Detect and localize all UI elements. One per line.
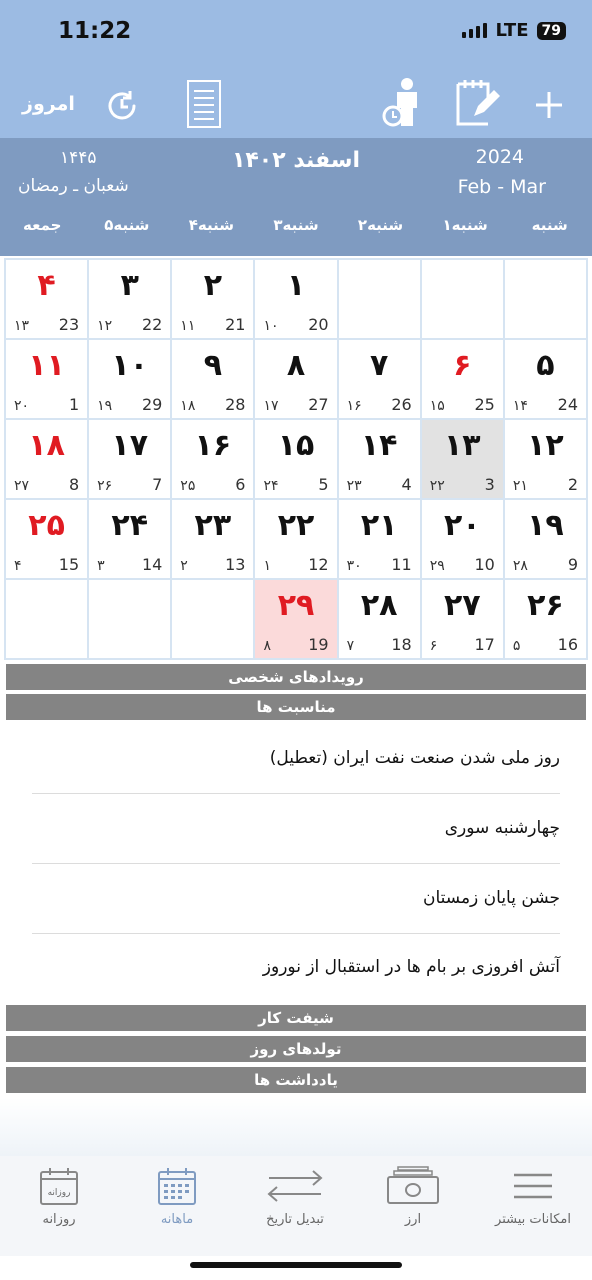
tab-label: امکانات بیشتر: [495, 1212, 571, 1227]
gregorian-day-number: 10: [474, 555, 495, 574]
swap-arrows-icon: [265, 1162, 325, 1210]
persian-day-number: ۲۰: [443, 508, 481, 543]
weekday-label: ۲شنبه: [357, 216, 404, 234]
gregorian-day-number: 5: [318, 475, 329, 494]
birthdays-header[interactable]: تولدهای روز: [6, 1036, 586, 1062]
history-icon[interactable]: [100, 84, 144, 128]
persian-day-number: ۹: [203, 348, 223, 383]
hijri-day-number: ۲۷: [14, 478, 30, 494]
gregorian-day-number: 1: [68, 395, 80, 414]
persian-day-number: ۲۳: [194, 508, 232, 543]
gregorian-day-number: 24: [557, 395, 578, 414]
day-cell[interactable]: [339, 340, 420, 418]
tab-label: ماهانه: [160, 1212, 194, 1227]
persian-day-number: ۲۲: [277, 508, 315, 543]
hijri-day-number: ۴: [14, 558, 22, 574]
hijri-day-number: ۱: [263, 558, 271, 574]
weekday-label: جمعه: [23, 216, 62, 234]
daily-icon-text: روزانه: [47, 1188, 71, 1198]
day-cell[interactable]: [505, 580, 586, 658]
gregorian-day-number: 3: [484, 475, 495, 494]
persian-day-number: ۱۲: [527, 428, 564, 463]
list-icon[interactable]: [184, 78, 224, 130]
gregorian-day-number: 11: [391, 555, 412, 574]
persian-day-number: ۳: [120, 268, 139, 303]
day-cell[interactable]: [255, 500, 336, 578]
day-cell[interactable]: [422, 500, 503, 578]
hijri-day-number: ۳۰: [346, 558, 362, 574]
shift-header[interactable]: شیفت کار: [6, 1005, 586, 1031]
gregorian-year: 2024: [475, 146, 524, 168]
gregorian-day-number: 18: [391, 635, 412, 654]
hijri-day-number: ۱۱: [180, 318, 196, 334]
day-cell[interactable]: [172, 500, 253, 578]
tab-label: ارز: [404, 1212, 422, 1227]
empty-cell: [6, 580, 87, 658]
gregorian-day-number: 9: [567, 555, 578, 574]
weekday-label: ۵شنبه: [104, 216, 150, 234]
home-indicator: [190, 1262, 402, 1268]
day-cell[interactable]: [422, 340, 503, 418]
day-cell[interactable]: [505, 500, 586, 578]
gregorian-day-number: 13: [225, 555, 246, 574]
empty-cell: [89, 580, 170, 658]
persian-day-number: ۱۸: [28, 428, 65, 463]
gregorian-day-number: 22: [141, 315, 163, 334]
gregorian-day-number: 15: [58, 555, 80, 574]
event-item: روز ملی شدن صنعت نفت ایران (تعطیل): [269, 748, 560, 768]
hijri-day-number: ۲۸: [512, 558, 528, 574]
persian-day-number: ۲۱: [360, 508, 398, 543]
persian-day-number: ۶: [453, 348, 472, 383]
hijri-day-number: ۶: [429, 638, 438, 654]
hijri-day-number: ۲۶: [97, 478, 113, 494]
persian-day-number: ۱۵: [277, 428, 315, 463]
weekday-label: ۳شنبه: [273, 216, 319, 234]
day-cell[interactable]: [339, 500, 420, 578]
hijri-day-number: ۱۷: [263, 398, 279, 414]
gregorian-day-number: 19: [308, 635, 329, 654]
persian-day-number: ۸: [286, 348, 306, 383]
status-time: 11:22: [58, 18, 132, 44]
tab-label: روزانه: [42, 1212, 76, 1227]
tab-label: تبدیل تاریخ: [266, 1212, 324, 1227]
hijri-day-number: ۲۳: [346, 478, 362, 494]
tab-convert-date[interactable]: [236, 1162, 354, 1227]
hijri-day-number: ۲۰: [14, 398, 30, 414]
month-title[interactable]: اسفند ۱۴۰۲: [231, 148, 361, 173]
persian-day-number: ۱۰: [111, 348, 149, 383]
hijri-day-number: ۱۹: [97, 398, 113, 414]
gregorian-day-number: 6: [235, 475, 246, 494]
day-cell[interactable]: [6, 340, 87, 418]
background-decoration: [0, 1098, 592, 1156]
persian-day-number: ۴: [37, 268, 56, 303]
divider: [32, 863, 560, 864]
gregorian-day-number: 26: [391, 395, 412, 414]
persian-day-number: ۲۶: [527, 588, 564, 623]
event-item: جشن پایان زمستان: [422, 888, 560, 908]
day-cell[interactable]: [89, 260, 170, 338]
persian-day-number: ۵: [536, 348, 555, 383]
hijri-day-number: ۱۲: [97, 318, 113, 334]
weekday-label: ۴شنبه: [188, 216, 235, 234]
today-button[interactable]: امروز: [22, 93, 75, 115]
gregorian-months: Feb - Mar: [457, 176, 546, 198]
day-cell[interactable]: [255, 340, 336, 418]
divider: [32, 793, 560, 794]
hijri-day-number: ۷: [346, 638, 355, 654]
empty-cell: [172, 580, 253, 658]
hijri-day-number: ۱۳: [14, 318, 30, 334]
persian-day-number: ۱۹: [527, 508, 564, 543]
calendar-grid: [4, 258, 588, 660]
day-cell[interactable]: [255, 420, 336, 498]
day-cell[interactable]: [255, 260, 336, 338]
hijri-day-number: ۲۴: [263, 478, 279, 494]
gregorian-day-number: 8: [68, 475, 80, 494]
day-cell[interactable]: [89, 420, 170, 498]
tab-more[interactable]: [474, 1162, 592, 1227]
day-cell[interactable]: [505, 340, 586, 418]
hijri-day-number: ۱۶: [346, 398, 362, 414]
hijri-year: ۱۴۴۵: [60, 148, 97, 168]
event-item: آتش افروزی بر بام ها در استقبال از نوروز: [262, 957, 560, 977]
day-cell[interactable]: [89, 340, 170, 418]
day-cell[interactable]: [172, 420, 253, 498]
tab-currency[interactable]: [354, 1162, 472, 1227]
gregorian-day-number: 23: [58, 315, 80, 334]
day-cell[interactable]: [172, 260, 253, 338]
weekday-label: ۱شنبه: [442, 216, 488, 234]
gregorian-day-number: 2: [567, 475, 578, 494]
bottom-tab-bar: [0, 1156, 592, 1256]
hijri-day-number: ۲: [180, 558, 188, 574]
day-cell[interactable]: [339, 580, 420, 658]
hijri-day-number: ۲۲: [429, 478, 445, 494]
day-cell[interactable]: [6, 420, 87, 498]
persian-day-number: ۲۷: [443, 588, 481, 623]
hijri-day-number: ۲۱: [512, 478, 528, 494]
menu-icon: [512, 1162, 554, 1210]
day-cell[interactable]: [255, 580, 336, 658]
hijri-day-number: ۲۹: [429, 558, 445, 574]
gregorian-day-number: 17: [474, 635, 495, 654]
battery-icon: 79: [537, 22, 566, 40]
hijri-day-number: ۱۵: [429, 398, 445, 414]
hijri-day-number: ۵: [512, 638, 521, 654]
status-indicators: [462, 20, 566, 41]
hijri-day-number: ۲۵: [180, 478, 196, 494]
persian-day-number: ۱۱: [28, 348, 65, 383]
edit-note-icon[interactable]: [454, 78, 500, 128]
gregorian-day-number: 7: [152, 475, 163, 494]
daily-calendar-icon: [38, 1162, 80, 1210]
banknote-icon: [385, 1162, 441, 1210]
persian-day-number: ۲: [203, 268, 223, 303]
gregorian-day-number: 4: [401, 475, 412, 494]
day-cell[interactable]: [6, 500, 87, 578]
persian-day-number: ۲۹: [277, 588, 315, 623]
personal-events-header[interactable]: رویدادهای شخصی: [6, 664, 586, 690]
gregorian-day-number: 12: [308, 555, 329, 574]
weekday-label: شنبه: [531, 216, 568, 234]
gregorian-day-number: 29: [141, 395, 163, 414]
gregorian-day-number: 16: [557, 635, 578, 654]
hijri-day-number: ۱۰: [263, 318, 279, 334]
network-label: LTE: [495, 20, 529, 41]
weekday-header: [0, 216, 592, 234]
hijri-day-number: ۱۴: [512, 398, 528, 414]
monthly-calendar-icon: [156, 1162, 198, 1210]
persian-day-number: ۱: [286, 268, 306, 303]
hijri-day-number: ۱۸: [180, 398, 196, 414]
gregorian-day-number: 20: [308, 315, 329, 334]
hijri-day-number: ۸: [263, 638, 271, 654]
persian-day-number: ۱۴: [360, 428, 398, 463]
day-cell[interactable]: [339, 420, 420, 498]
persian-day-number: ۱۶: [194, 428, 232, 463]
persian-day-number: ۷: [369, 348, 389, 383]
persian-day-number: ۲۸: [360, 588, 398, 623]
gregorian-day-number: 14: [141, 555, 163, 574]
tab-daily[interactable]: [0, 1162, 118, 1227]
gregorian-day-number: 27: [308, 395, 329, 414]
day-cell[interactable]: [505, 420, 586, 498]
day-cell[interactable]: [422, 420, 503, 498]
event-item: چهارشنبه سوری: [444, 818, 560, 838]
gregorian-day-number: 21: [225, 315, 246, 334]
hijri-months: شعبان ـ رمضان: [18, 176, 129, 196]
divider: [32, 933, 560, 934]
hijri-day-number: ۳: [97, 558, 105, 574]
empty-cell: [505, 260, 586, 338]
empty-cell: [422, 260, 503, 338]
gregorian-day-number: 28: [225, 395, 246, 414]
gregorian-day-number: 25: [474, 395, 495, 414]
persian-day-number: ۲۴: [111, 508, 149, 543]
day-cell[interactable]: [422, 580, 503, 658]
occasions-header[interactable]: مناسبت ها: [6, 694, 586, 720]
day-cell[interactable]: [6, 260, 87, 338]
empty-cell: [339, 260, 420, 338]
notes-header[interactable]: یادداشت ها: [6, 1067, 586, 1093]
persian-day-number: ۱۳: [443, 428, 481, 463]
day-cell[interactable]: [172, 340, 253, 418]
add-icon[interactable]: [530, 86, 568, 124]
person-clock-icon[interactable]: [380, 76, 426, 128]
signal-icon: [462, 23, 487, 38]
persian-day-number: ۲۵: [28, 508, 65, 543]
day-cell[interactable]: [89, 500, 170, 578]
persian-day-number: ۱۷: [111, 428, 149, 463]
tab-monthly[interactable]: [118, 1162, 236, 1227]
